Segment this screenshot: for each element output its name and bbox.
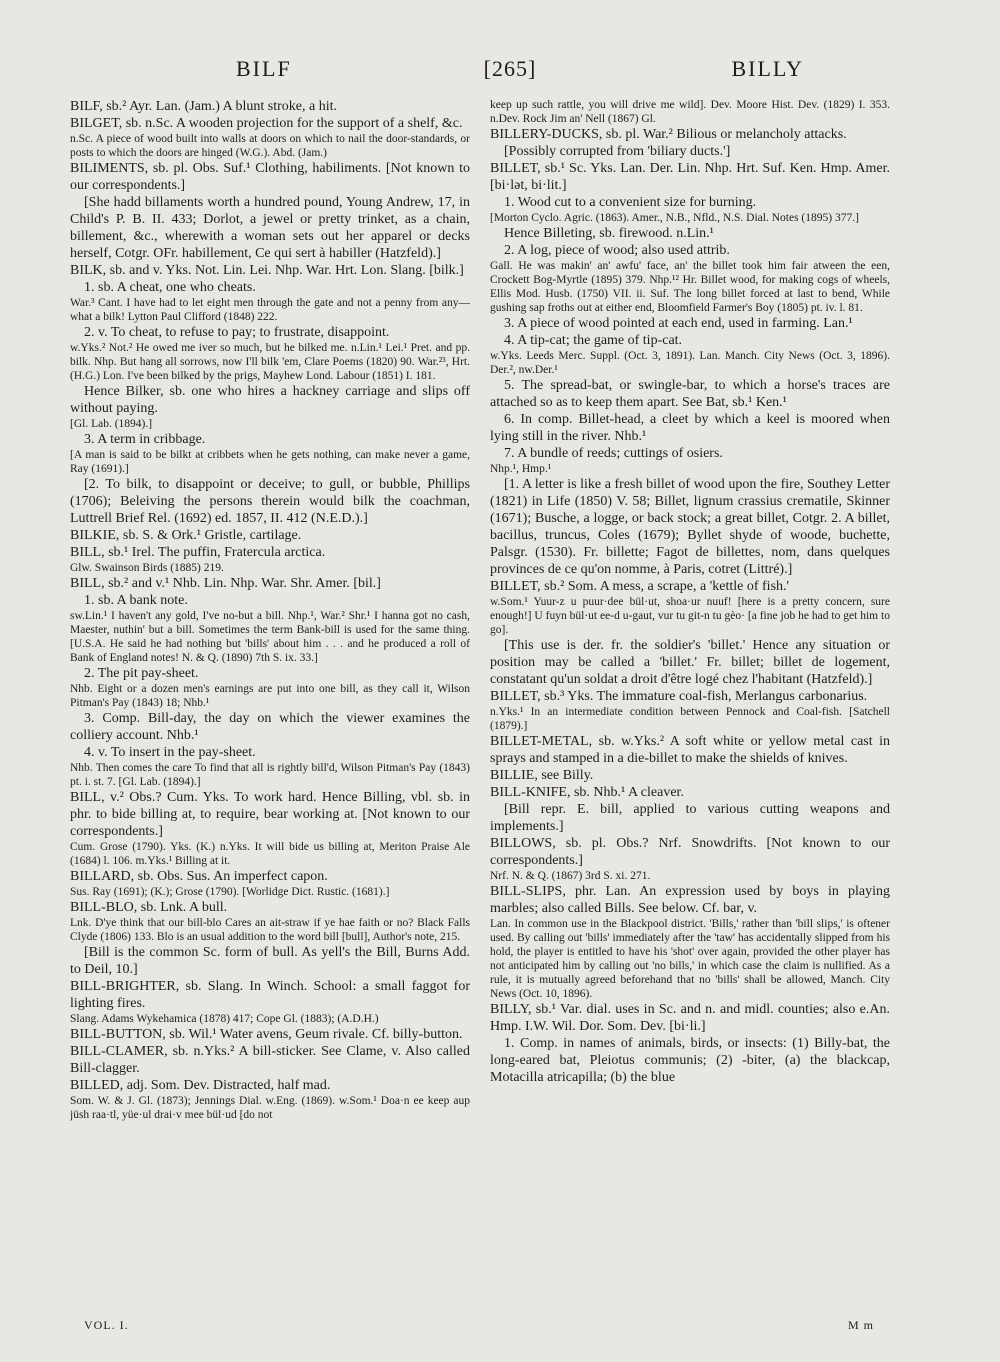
citation-paragraph: Cum. Grose (1790). Yks. (K.) n.Yks. It will bide us billing at, Meriton Praise Ale (1684) l. 106. m.Yks.¹ Billing at it. — [70, 841, 470, 867]
citation-paragraph: n.Yks.¹ In an intermediate condition between Pennock and Coal-fish. [Satchell (1879).] — [490, 706, 890, 732]
sense-paragraph: 7. A bundle of reeds; cuttings of osiers. — [504, 446, 723, 461]
entry-paragraph: BILK, sb. and v. Yks. Not. Lin. Lei. Nhp. War. Hrt. Lon. Slang. [bilk.] — [70, 263, 464, 278]
sense-paragraph: [Bill is the common Sc. form of bull. As yell's the Bill, Burns Add. to Deil, 10.] — [70, 945, 470, 977]
sense-paragraph: 2. The pit pay-sheet. — [84, 666, 199, 681]
citation-paragraph: Nhb. Then comes the care To find that all is rightly bill'd, Wilson Pitman's Pay (1843) pt. i. st. 7. [Gl. Lab. (1894).] — [70, 762, 470, 788]
entry-paragraph: BILLERY-DUCKS, sb. pl. War.² Bilious or melancholy attacks. — [490, 127, 847, 142]
citation-paragraph: [A man is said to be bilkt at cribbets when he gets nothing, can make never a game, Ray (1691).] — [70, 449, 470, 475]
entry-paragraph: BILL-CLAMER, sb. n.Yks.² A bill-sticker. See Clame, v. Also called Bill-clagger. — [70, 1044, 470, 1076]
citation-paragraph: Som. W. & J. Gl. (1873); Jennings Dial. w.Eng. (1869). w.Som.¹ Doa·n ee keep aup jüsh raa·tl, yüe·ul drai·v mee bül·ud [do not — [70, 1095, 470, 1121]
entry-paragraph: BILL, v.² Obs.? Cum. Yks. To work hard. Hence Billing, vbl. sb. in phr. to bide billing at, to require, bear working at. [Not known to our correspondents.] — [70, 790, 470, 839]
sense-paragraph: [This use is der. fr. the soldier's 'billet.' Hence any situation or position may be called a 'billet.' Fr. billet; billet de logement, constatant qu'un soldat a droit d'être logé chez l'habitant (Hatzfeld).] — [490, 638, 890, 687]
entry-paragraph: BILLIE, see Billy. — [490, 768, 594, 783]
entry-paragraph: BILGET, sb. n.Sc. A wooden projection for the support of a shelf, &c. — [70, 116, 463, 131]
sense-paragraph: [Bill repr. E. bill, applied to various cutting weapons and implements.] — [490, 802, 890, 834]
sense-paragraph: 1. Wood cut to a convenient size for burning. — [504, 195, 757, 210]
entry-paragraph: BILLY, sb.¹ Var. dial. uses in Sc. and n. and midl. counties; also e.An. Hmp. I.W. Wil. Dor. Som. Dev. [bi·li.] — [490, 1002, 890, 1034]
entry-paragraph: BILLET, sb.³ Yks. The immature coal-fish, Merlangus carbonarius. — [490, 689, 868, 704]
entry-paragraph: BILL, sb.² and v.¹ Nhb. Lin. Nhp. War. Shr. Amer. [bil.] — [70, 576, 381, 591]
sense-paragraph: 1. sb. A bank note. — [84, 593, 188, 608]
sheet-signature: M m — [848, 1318, 875, 1332]
citation-paragraph: w.Som.¹ Yuur-z u puur·dee bül·ut, shoa·ur nuuf! [here is a pretty concern, sure enough!] U fuyn bül·ut ee-d u-gaut, vur tu git-n tu gèo· [a fine job he had to get him to go]. — [490, 596, 890, 636]
sense-paragraph: [2. To bilk, to disappoint or deceive; to gull, or bubble, Phillips (1706); Beleiving the persons therein would bilk the coachman, Luttrell Brief Rel. (1692) ed. 1857, II. 412 (N.E.D.).] — [70, 477, 470, 526]
sense-paragraph: 4. A tip-cat; the game of tip-cat. — [504, 333, 683, 348]
citation-paragraph: w.Yks. Leeds Merc. Suppl. (Oct. 3, 1891). Lan. Manch. City News (Oct. 3, 1896). Der.², nw.Der.¹ — [490, 350, 890, 376]
right-headword: BILLY — [731, 56, 804, 81]
entry-paragraph: BILL-KNIFE, sb. Nhb.¹ A cleaver. — [490, 785, 684, 800]
entry-paragraph: BILIMENTS, sb. pl. Obs. Suf.¹ Clothing, habiliments. [Not known to our correspondents.] — [70, 161, 470, 193]
sense-paragraph: [1. A letter is like a fresh billet of wood upon the fire, Southey Letter (1821) in Life (1850) V. 58; Billet, lignum crassius crematile, Skinner (1671); Busche, a logge, or back stock; a great billet, Cotgr. 2. A billet, bacillus, truncus, Coles (1679); Byllet shyde of woode, buchette, Palsgr. (1530). Fr. billette; Fagot de billettes, nom, dans quelques provinces de ce qu'on nomme, à Paris, cotret (Littré).] — [490, 477, 890, 577]
entry-paragraph: BILLET, sb.¹ Sc. Yks. Lan. Der. Lin. Nhp. Hrt. Suf. Ken. Hmp. Amer. [bi·lət, bi·lit.] — [490, 161, 890, 193]
volume-signature: VOL. I. — [84, 1318, 129, 1332]
citation-paragraph: Nhp.¹, Hmp.¹ — [490, 463, 552, 475]
citation-paragraph: Lan. In common use in the Blackpool district. 'Bills,' rather than 'bill slips,' is oftener used. By calling out 'bills' immediately after the 'taw' has accidentally slipped from his hold, the player is entitled to have his 'shot' over again, provided the other player has not anticipated him by calling out 'no bills,' in which case the claim is nullified. As a rule, it is mutually agreed beforehand that no 'bills' shall be allowed, Manch. City News (Oct. 10, 1896). — [490, 918, 890, 1000]
sense-paragraph: 1. sb. A cheat, one who cheats. — [84, 280, 256, 295]
sense-paragraph: Hence Bilker, sb. one who hires a hackney carriage and slips off without paying. — [70, 384, 470, 416]
citation-paragraph: [Morton Cyclo. Agric. (1863). Amer., N.B., Nfld., N.S. Dial. Notes (1895) 377.] — [490, 212, 859, 224]
citation-paragraph: Gall. He was makin' an' awfu' face, an' the billet took him fair atween the een, Crockett Bog-Myrtle (1895) 379. Nhp.¹² Hr. Billet wood, for making cogs of wheels, Ellis Mod. Husb. (1750) VII. ii. Suf. The long billet forced at last to bend, While gushing sap froths out at either end, Bloomfield Farmer's Boy (1805) pt. iv. l. 81. — [490, 260, 890, 314]
citation-paragraph: w.Yks.² Not.² He owed me iver so much, but he bilked me. n.Lin.¹ Lei.¹ Pret. and pp. bilk. Nhp. But hang all sorrows, now I'll bilk 'em, Clare Poems (1820) 90. War.²³, Hrt. (H.G.) Lon. I've been bilked by the prigs, Mayhew Lond. Labour (1851) I. 181. — [70, 342, 470, 382]
citation-paragraph: Sus. Ray (1691); (K.); Grose (1790). [Worlidge Dict. Rustic. (1681).] — [70, 886, 390, 898]
sense-paragraph: 6. In comp. Billet-head, a cleet by which a keel is moored when lying still in the river. Nhb.¹ — [490, 412, 890, 444]
sense-paragraph: Hence Billeting, sb. firewood. n.Lin.¹ — [504, 226, 714, 241]
citation-paragraph: War.³ Cant. I have had to let eight men through the gate and not a penny from any—what a bilk! Lytton Paul Clifford (1848) 222. — [70, 297, 470, 323]
sense-paragraph: 3. Comp. Bill-day, the day on which the viewer examines the colliery account. Nhb.¹ — [70, 711, 470, 743]
entry-paragraph: BILL-BUTTON, sb. Wil.¹ Water avens, Geum rivale. Cf. billy-button. — [70, 1027, 463, 1042]
citation-paragraph: keep up such rattle, you will drive me wild]. Dev. Moore Hist. Dev. (1829) I. 353. n.Dev. Rock Jim an' Nell (1867) Gl. — [490, 99, 890, 125]
sense-paragraph: 4. v. To insert in the pay-sheet. — [84, 745, 256, 760]
citation-paragraph: Nrf. N. & Q. (1867) 3rd S. xi. 271. — [490, 870, 651, 882]
entry-paragraph: BILLET-METAL, sb. w.Yks.² A soft white or yellow metal cast in sprays and stamped in a die-billet to make the shields of knives. — [490, 734, 890, 766]
sense-paragraph: 3. A term in cribbage. — [84, 432, 206, 447]
entry-paragraph: BILL-BRIGHTER, sb. Slang. In Winch. School: a small faggot for lighting fires. — [70, 979, 470, 1011]
entry-paragraph: BILL, sb.¹ Irel. The puffin, Fratercula arctica. — [70, 545, 326, 560]
sense-paragraph: [She hadd billaments worth a hundred pound, Young Andrew, 17, in Child's P. B. II. 433; Dorlot, a jewel or pretty trinket, as a chain, billement, &c., wherewith a woman sets out her apparel or decks herself, Cotgr. OFr. habillement, Ce qui sert à habiller (Hatzfeld).] — [70, 195, 470, 261]
entry-paragraph: BILLOWS, sb. pl. Obs.? Nrf. Snowdrifts. [Not known to our correspondents.] — [490, 836, 890, 868]
citation-paragraph: [Gl. Lab. (1894).] — [70, 418, 153, 430]
entry-paragraph: BILKIE, sb. S. & Ork.¹ Gristle, cartilage. — [70, 528, 302, 543]
sense-paragraph: 5. The spread-bat, or swingle-bar, to which a horse's traces are attached so as to keep them apart. See Bat, sb.¹ Ken.¹ — [490, 378, 890, 410]
entry-paragraph: BILL-SLIPS, phr. Lan. An expression used by boys in playing marbles; also called Bills. See below. Cf. bar, v. — [490, 884, 890, 916]
sense-paragraph: 3. A piece of wood pointed at each end, used in farming. Lan.¹ — [504, 316, 853, 331]
left-headword: BILF — [236, 56, 292, 81]
sense-paragraph: [Possibly corrupted from 'biliary ducts.'] — [504, 144, 731, 159]
right-column — [490, 98, 890, 1328]
citation-paragraph: Nhb. Eight or a dozen men's earnings are put into one bill, as they call it, Wilson Pitman's Pay (1843) 18; Nhb.¹ — [70, 683, 470, 709]
sense-paragraph: 1. Comp. in names of animals, birds, or insects: (1) Billy-bat, the long-eared bat, Pleiotus communis; (2) -biter, (a) the blackcap, Motacilla atricapilla; (b) the blue — [490, 1036, 890, 1085]
citation-paragraph: Glw. Swainson Birds (1885) 219. — [70, 562, 224, 574]
citation-paragraph: sw.Lin.¹ I haven't any gold, I've no-but a bill. Nhp.¹, War.² Shr.¹ I hanna got no cash, Maester, nuthin' but a bill. Sometimes the term Bank-bill is used for the same thing. [U.S.A. He said he had nothing but 'bills' about him . . . and he produced a roll of Bank of England notes! N. & Q. (1890) 7th S. ix. 33.] — [70, 610, 470, 664]
entry-paragraph: BILL-BLO, sb. Lnk. A bull. — [70, 900, 228, 915]
citation-paragraph: Lnk. D'ye think that our bill-blo Cares an ait-straw if ye hae faith or no? Black Falls Clyde (1806) 133. Blo is an usual addition to the word bill [bull], Author's note, 215. — [70, 917, 470, 943]
entry-paragraph: BILLED, adj. Som. Dev. Distracted, half mad. — [70, 1078, 331, 1093]
entry-paragraph: BILLARD, sb. Obs. Sus. An imperfect capon. — [70, 869, 328, 884]
page-header — [70, 56, 930, 96]
left-column — [70, 98, 470, 1328]
sense-paragraph: 2. v. To cheat, to refuse to pay; to frustrate, disappoint. — [84, 325, 390, 340]
citation-paragraph: n.Sc. A piece of wood built into walls at doors on which to nail the door-standards, or posts to which the doors are hinged (W.G.). Abd. (Jam.) — [70, 133, 470, 159]
page-number: [265] — [483, 56, 537, 81]
citation-paragraph: Slang. Adams Wykehamica (1878) 417; Cope Gl. (1883); (A.D.H.) — [70, 1013, 379, 1025]
entry-paragraph: BILLET, sb.² Som. A mess, a scrape, a 'kettle of fish.' — [490, 579, 790, 594]
entry-paragraph: BILF, sb.² Ayr. Lan. (Jam.) A blunt stroke, a hit. — [70, 99, 337, 114]
sense-paragraph: 2. A log, piece of wood; also used attrib. — [504, 243, 730, 258]
